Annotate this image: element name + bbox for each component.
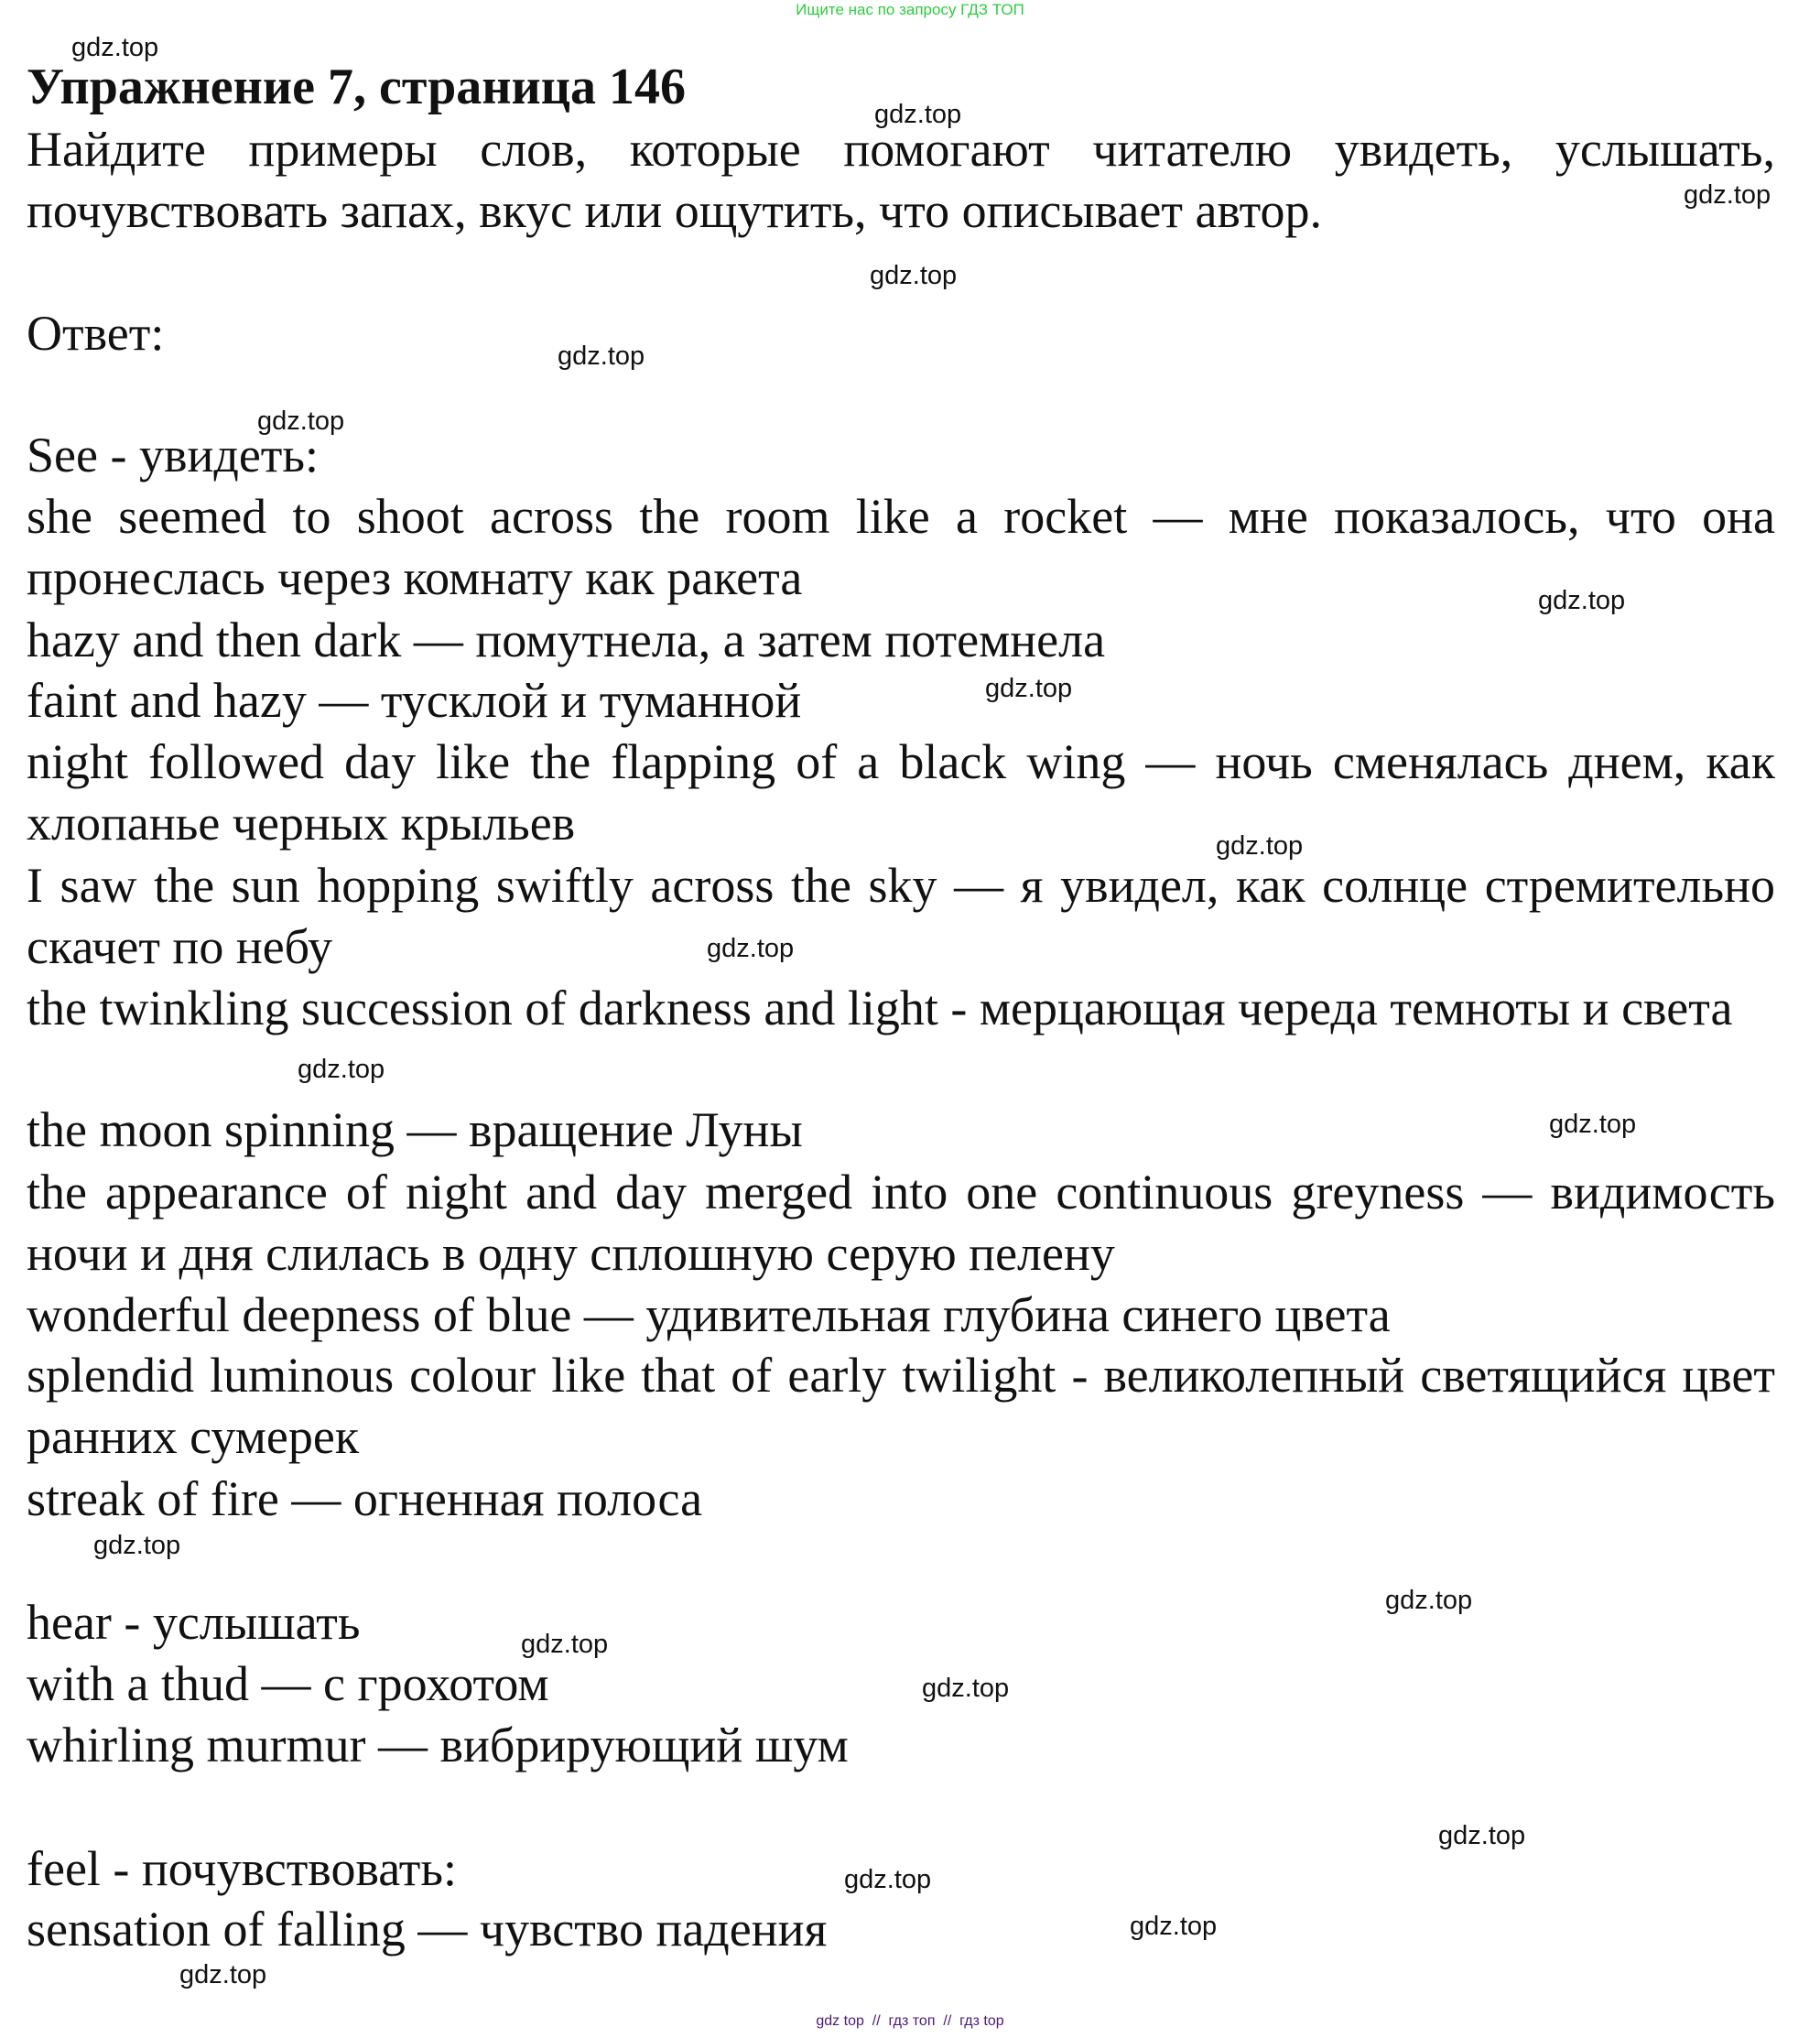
watermark: gdz.top <box>1130 1912 1218 1941</box>
watermark: gdz.top <box>1538 586 1626 615</box>
task-text: Найдите примеры слов, которые помогают читателю увидеть, услышать, почувствовать запах, вкус или ощутить, что описывает автор. <box>27 122 1775 238</box>
see-heading: See - увидеть: <box>27 428 320 482</box>
see-item: splendid luminous colour like that of early twilight - великолепный светящийся цвет ранних сумерек <box>27 1348 1775 1464</box>
watermark: gdz.top <box>874 100 962 129</box>
top-banner: Ищите нас по запросу ГДЗ ТОП <box>796 1 1024 18</box>
watermark: gdz.top <box>1216 831 1304 861</box>
see-item: streak of fire — огненная полоса <box>27 1471 703 1526</box>
watermark: gdz.top <box>71 33 159 62</box>
hear-heading: hear - услышать <box>27 1595 361 1650</box>
see-item: the twinkling succession of darkness and light - мерцающая череда темноты и света <box>27 981 1733 1035</box>
see-item: the appearance of night and day merged into one continuous greyness — видимость ночи и дня слилась в одну сплошную серую пелену <box>27 1165 1775 1281</box>
see-item: night followed day like the flapping of a black wing — ночь сменялась днем, как хлопанье черных крыльев <box>27 734 1775 851</box>
hear-item: whirling murmur — вибрирующий шум <box>27 1718 849 1772</box>
watermark: gdz.top <box>1684 180 1771 210</box>
watermark: gdz.top <box>1385 1586 1473 1615</box>
see-item: faint and hazy — тусклой и туманной <box>27 673 802 728</box>
watermark: gdz.top <box>298 1055 385 1084</box>
see-item: I saw the sun hopping swiftly across the sky — я увидел, как солнце стремительно скачет по небу <box>27 858 1775 974</box>
watermark: gdz.top <box>844 1865 932 1894</box>
watermark: gdz.top <box>707 934 795 963</box>
page-title: Упражнение 7, страница 146 <box>27 59 687 115</box>
see-item: she seemed to shoot across the room like a rocket — мне показалось, что она пронеслась через комнату как ракета <box>27 489 1775 605</box>
answer-label: Ответ: <box>27 306 165 361</box>
watermark: gdz.top <box>521 1630 609 1659</box>
watermark: gdz.top <box>257 407 345 436</box>
feel-heading: feel - почувствовать: <box>27 1841 458 1896</box>
watermark: gdz.top <box>870 261 958 290</box>
watermark: gdz.top <box>179 1960 267 1989</box>
watermark: gdz.top <box>985 674 1073 703</box>
watermark: gdz.top <box>93 1531 181 1560</box>
see-item: the moon spinning — вращение Луны <box>27 1102 803 1157</box>
footer-links: gdz top // гдз топ // гдз top <box>816 2013 1004 2029</box>
feel-item: sensation of falling — чувство падения <box>27 1902 828 1957</box>
see-item: hazy and then dark — помутнела, а затем потемнела <box>27 612 1106 667</box>
watermark: gdz.top <box>922 1674 1010 1703</box>
see-item: wonderful deepness of blue — удивительная глубина синего цвета <box>27 1287 1391 1342</box>
watermark: gdz.top <box>1438 1821 1526 1850</box>
hear-item: with a thud — с грохотом <box>27 1656 549 1711</box>
watermark: gdz.top <box>558 341 645 371</box>
watermark: gdz.top <box>1549 1110 1637 1139</box>
